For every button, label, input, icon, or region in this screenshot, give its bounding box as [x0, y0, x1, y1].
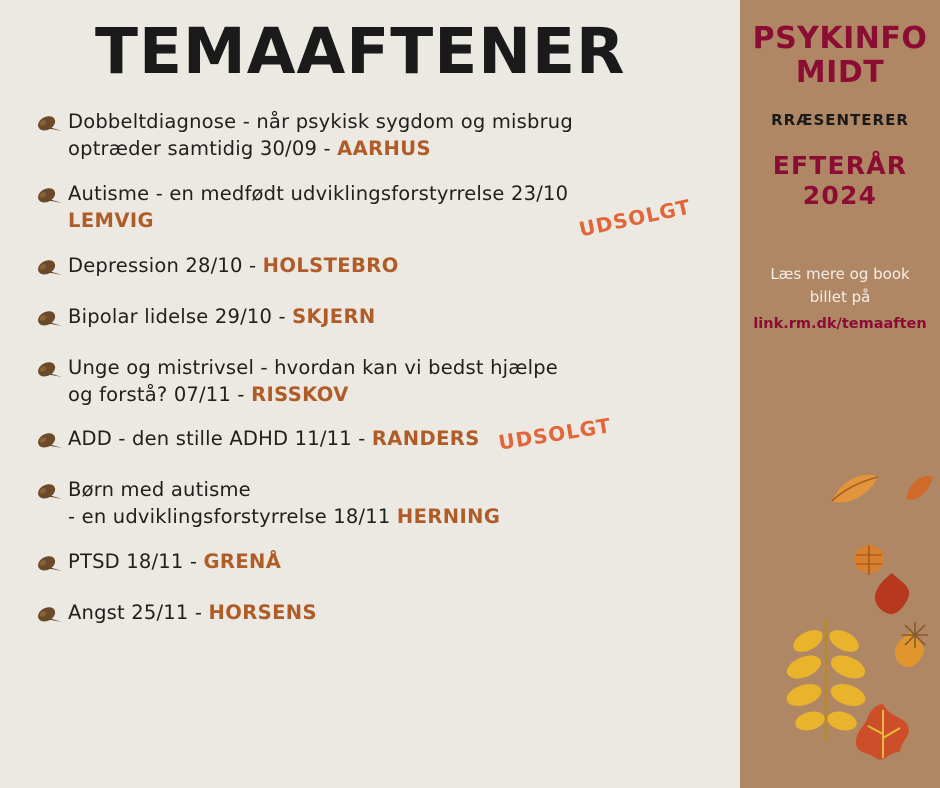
- brand-block: [740, 0, 940, 89]
- pushpin-icon: [28, 255, 68, 285]
- brand-name-line2: MIDT: [795, 54, 885, 90]
- pushpin-icon: [28, 183, 68, 213]
- leaf-icon: [868, 570, 916, 618]
- event-text: [68, 548, 281, 576]
- event-city: RANDERS: [371, 427, 480, 451]
- event-line: Børn med autisme: [68, 478, 251, 502]
- event-city: LEMVIG: [68, 208, 154, 232]
- event-city: HORSENS: [208, 601, 317, 625]
- list-item: [28, 180, 710, 242]
- pushpin-icon: [28, 428, 68, 458]
- event-line: Bipolar lidelse 29/10 -: [68, 304, 293, 328]
- leaf-icon: [848, 700, 918, 770]
- leaf-icon: [826, 467, 882, 513]
- event-line: ADD - den stille ADHD 11/11 -: [68, 427, 372, 451]
- pushpin-icon: [28, 479, 68, 509]
- pushpin-icon: [28, 602, 68, 632]
- event-text: [68, 303, 376, 331]
- leaf-icon: [902, 470, 936, 506]
- season-label: EFTERÅR: [772, 151, 908, 181]
- event-city: SKJERN: [292, 304, 376, 328]
- event-text: [68, 180, 568, 235]
- event-text: [68, 599, 317, 627]
- pushpin-icon: [28, 111, 68, 141]
- list-item: [28, 413, 710, 459]
- event-city: HOLSTEBRO: [262, 253, 399, 277]
- event-text: [68, 476, 500, 531]
- list-item: [28, 108, 710, 163]
- list-item: [28, 548, 710, 582]
- page-title: TEMAAFTENER: [95, 15, 626, 88]
- event-line: Angst 25/11 -: [68, 601, 209, 625]
- event-city: HERNING: [396, 505, 501, 529]
- status-badge: UDSOLGT: [577, 194, 694, 242]
- list-item: [28, 599, 710, 633]
- booking-info: [740, 263, 940, 336]
- event-text: [68, 354, 558, 409]
- event-line: - en udviklingsforstyrrelse 18/11: [68, 505, 397, 529]
- event-text: [68, 108, 573, 163]
- event-line: Autisme - en medfødt udviklingsforstyrrelse 23/10: [68, 181, 569, 205]
- event-line: Unge og mistrivsel - hvordan kan vi bedst hjælpe: [68, 355, 558, 379]
- event-text: [68, 425, 480, 453]
- event-text: [68, 252, 399, 280]
- event-city: AARHUS: [337, 136, 431, 160]
- pushpin-icon: [28, 357, 68, 387]
- booking-link[interactable]: link.rm.dk/temaaften: [753, 316, 927, 333]
- pushpin-icon: [28, 306, 68, 336]
- event-city: RISSKOV: [251, 382, 349, 406]
- pushpin-icon: [28, 551, 68, 581]
- year-label: 2024: [802, 181, 878, 211]
- presents-label: RRÆSENTERER: [771, 111, 909, 130]
- list-item: [28, 252, 710, 286]
- event-list: [0, 108, 740, 633]
- leaf-icon: [900, 620, 930, 650]
- sidebar: [740, 0, 940, 788]
- list-item: [28, 354, 710, 409]
- list-item: [28, 303, 710, 337]
- event-line: og forstå? 07/11 -: [68, 382, 252, 406]
- event-line: Depression 28/10 -: [68, 253, 263, 277]
- event-line: PTSD 18/11 -: [68, 550, 204, 574]
- status-badge: UDSOLGT: [496, 413, 613, 456]
- event-city: GRENÅ: [203, 550, 282, 574]
- booking-text: Læs mere og book billet på: [770, 265, 910, 306]
- list-item: [28, 476, 710, 531]
- event-line: optræder samtidig 30/09 -: [68, 136, 338, 160]
- event-line: Dobbeltdiagnose - når psykisk sygdom og misbrug: [68, 110, 573, 134]
- brand-name-line1: PSYKINFO: [752, 21, 928, 56]
